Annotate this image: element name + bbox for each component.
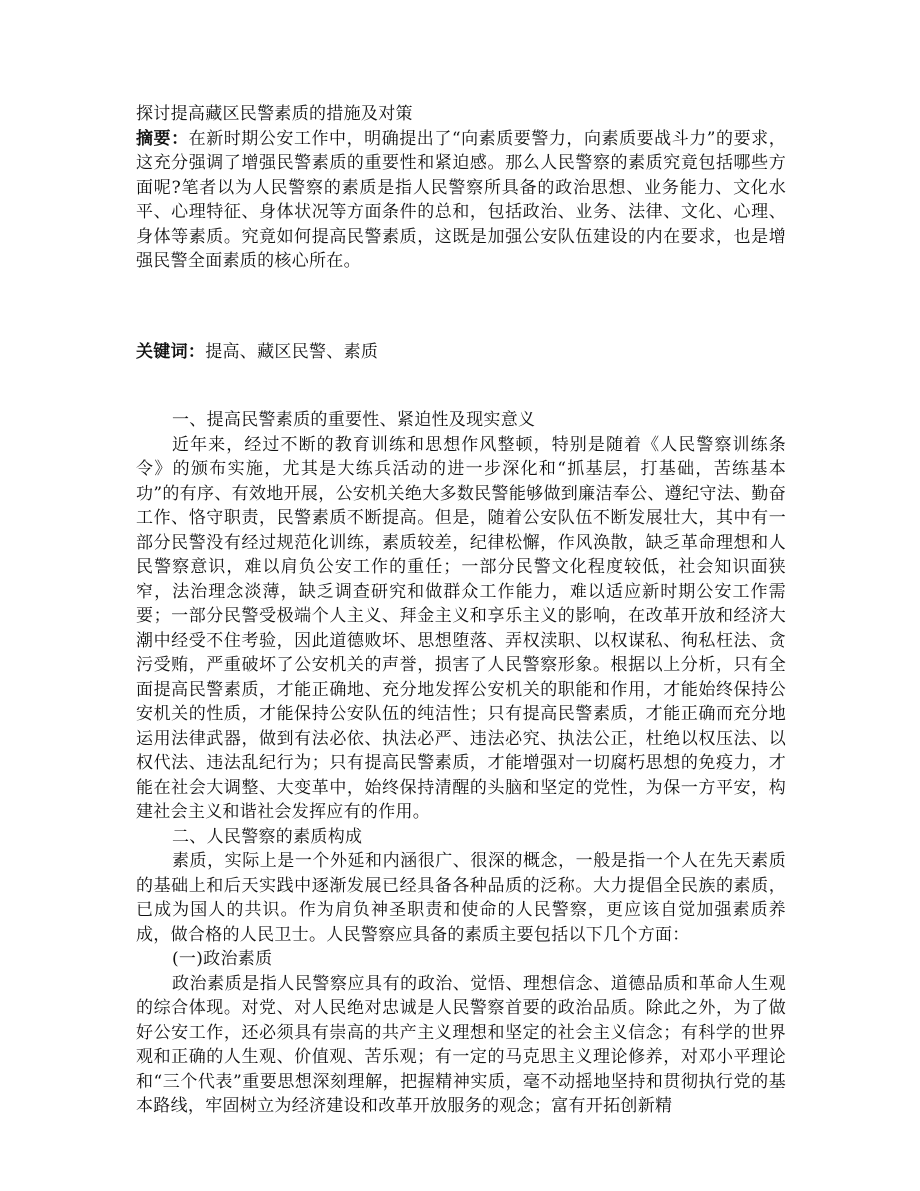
section-paragraph-1: 近年来，经过不断的教育训练和思想作风整顿，特别是随着《人民警察训练条令》的颁布实施，尤其是大练兵活动的进一步深化和“抓基层，打基础，苦练基本功”的有序、有效地开展，公安机关绝大多数民警能够做到廉洁奉公、遵纪守法、勤奋工作、恪守职责，民警素质不断提高。但是，随着公安队伍不断发展壮大，其中有一部分民警没有经过规范化训练，素质较差，纪律松懈，作风涣散，缺乏革命理想和人民警察意识，难以肩负公安工作的重任；一部分民警文化程度较低，社会知识面狭窄，法治理念淡薄，缺乏调查研究和做群众工作能力，难以适应新时期公安工作需要；一部分民警受极端个人主义、拜金主义和享乐主义的影响，在改革开放和经济大潮中经受不住考验，因此道德败坏、思想堕落、弄权渎职、以权谋私、徇私枉法、贪污受贿，严重破坏了公安机关的声誉，损害了人民警察形象。根据以上分析，只有全面提高民警素质，才能正确地、充分地发挥公安机关的职能和作用，才能始终保持公安机关的性质，才能保持公安队伍的纯洁性；只有提高民警素质，才能正确而充分地运用法律武器，做到有法必依、执法必严、违法必究、执法公正，杜绝以权压法、以权代法、违法乱纪行为；只有提高民警素质，才能增强对一切腐朽思想的免疫力，才能在社会大调整、大变革中，始终保持清醒的头脑和坚定的党性，为保一方平安，构建社会主义和谐社会发挥应有的作用。 bbox=[136, 434, 786, 822]
spacer bbox=[136, 364, 786, 408]
section-heading-2: 二、人民警察的素质构成 bbox=[172, 826, 363, 847]
abstract-text: 在新时期公安工作中，明确提出了“向素质要警力，向素质要战斗力”的要求，这充分强调了增强民警素质的重要性和紧迫感。那么人民警察的素质究竟包括哪些方面呢?笔者以为人民警察的素质是指人民警察所具备的政治思想、业务能力、文化水平、心理特征、身体状况等方面条件的总和，包括政治、业务、法律、文化、心理、身体等素质。究竟如何提高民警素质，这既是加强公安队伍建设的内在要求，也是增强民警全面素质的核心所在。 bbox=[136, 128, 786, 271]
abstract-paragraph bbox=[136, 127, 786, 274]
section-heading-1: 一、提高民警素质的重要性、紧迫性及现实意义 bbox=[172, 410, 536, 430]
subsection-paragraph-1: 政治素质是指人民警察应具有的政治、觉悟、理想信念、道德品质和革命人生观的综合体现。对党、对人民绝对忠诚是人民警察首要的政治品质。除此之外，为了做好公安工作，还必须具有崇高的共产主义理想和坚定的社会主义信念；有科学的世界观和正确的人生观、价值观、苦乐观；有一定的马克思主义理论修养，对邓小平理论和“三个代表”重要思想深刻理解，把握精神实质，毫不动摇地坚持和贯彻执行党的基本路线，牢固树立为经济建设和改革开放服务的观念；富有开拓创新精 bbox=[136, 973, 786, 1116]
keywords-text: 提高、藏区民警、素质 bbox=[205, 341, 379, 362]
abstract-label: 摘要： bbox=[136, 128, 189, 149]
subsection-heading-1: (一)政治素质 bbox=[172, 949, 273, 969]
section-paragraph-2: 素质，实际上是一个外延和内涵很广、很深的概念，一般是指一个人在先天素质的基础上和后天实践中逐渐发展已经具备各种品质的泛称。大力提倡全民族的素质，已成为国人的共识。作为肩负神圣职责和使命的人民警察，更应该自觉加强素质养成，做合格的人民卫士。人民警察应具备的素质主要包括以下几个方面： bbox=[136, 851, 786, 945]
keywords-label: 关键词： bbox=[136, 341, 206, 362]
keywords-line bbox=[136, 340, 786, 365]
spacer bbox=[136, 274, 786, 340]
document-title: 探讨提高藏区民警素质的措施及对策 bbox=[136, 104, 413, 124]
document-page bbox=[136, 102, 786, 1119]
